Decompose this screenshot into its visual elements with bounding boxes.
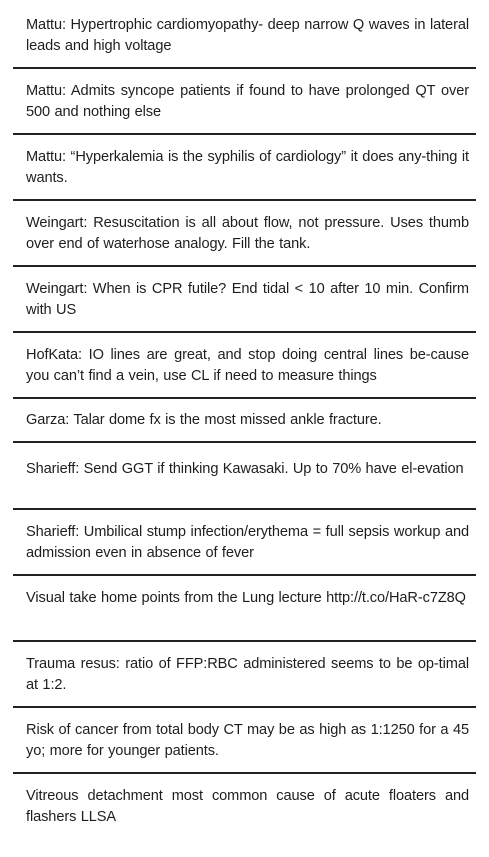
note-item	[0, 410, 489, 431]
note-text: Mattu: Hypertrophic cardiomyopathy- deep narrow Q waves in lateral leads and high voltage	[26, 17, 469, 54]
note-text: Weingart: When is CPR futile? End tidal < 10 after 10 min. Confirm with US	[26, 281, 469, 318]
divider	[13, 199, 476, 201]
divider	[13, 67, 476, 69]
note-text: Mattu: “Hyperkalemia is the syphilis of cardiology” it does any-thing it wants.	[26, 149, 469, 186]
divider	[13, 508, 476, 510]
note-item	[0, 786, 489, 827]
note-item	[0, 588, 489, 609]
note-item	[0, 279, 489, 320]
divider	[13, 397, 476, 399]
note-item	[0, 522, 489, 563]
note-text: Mattu: Admits syncope patients if found to have prolonged QT over 500 and nothing else	[26, 83, 469, 120]
note-item	[0, 459, 489, 480]
note-item	[0, 213, 489, 254]
note-text: Vitreous detachment most common cause of acute floaters and flashers LLSA	[26, 788, 469, 825]
divider	[13, 574, 476, 576]
note-item	[0, 147, 489, 188]
divider	[13, 706, 476, 708]
divider	[13, 640, 476, 642]
divider	[13, 133, 476, 135]
note-text: Garza: Talar dome fx is the most missed ankle fracture.	[26, 412, 382, 428]
note-text: Sharieff: Umbilical stump infection/erythema = full sepsis workup and admission even in absence of fever	[26, 524, 469, 561]
note-item	[0, 654, 489, 695]
note-text: Weingart: Resuscitation is all about flow, not pressure. Uses thumb over end of waterhose analogy. Fill the tank.	[26, 215, 469, 252]
note-item	[0, 720, 489, 761]
note-item	[0, 81, 489, 122]
note-text: Visual take home points from the Lung lecture http://t.co/HaR-c7Z8Q	[26, 590, 466, 606]
note-text: HofKata: IO lines are great, and stop doing central lines be-cause you can’t find a vein, use CL if need to measure things	[26, 347, 469, 384]
note-text: Trauma resus: ratio of FFP:RBC administered seems to be op-timal at 1:2.	[26, 656, 469, 693]
divider	[13, 772, 476, 774]
divider	[13, 331, 476, 333]
note-text: Sharieff: Send GGT if thinking Kawasaki. Up to 70% have el-evation	[26, 461, 464, 477]
divider	[13, 265, 476, 267]
divider	[13, 441, 476, 443]
note-text: Risk of cancer from total body CT may be as high as 1:1250 for a 45 yo; more for younger patients.	[26, 722, 469, 759]
note-item	[0, 345, 489, 386]
note-item	[0, 15, 489, 56]
